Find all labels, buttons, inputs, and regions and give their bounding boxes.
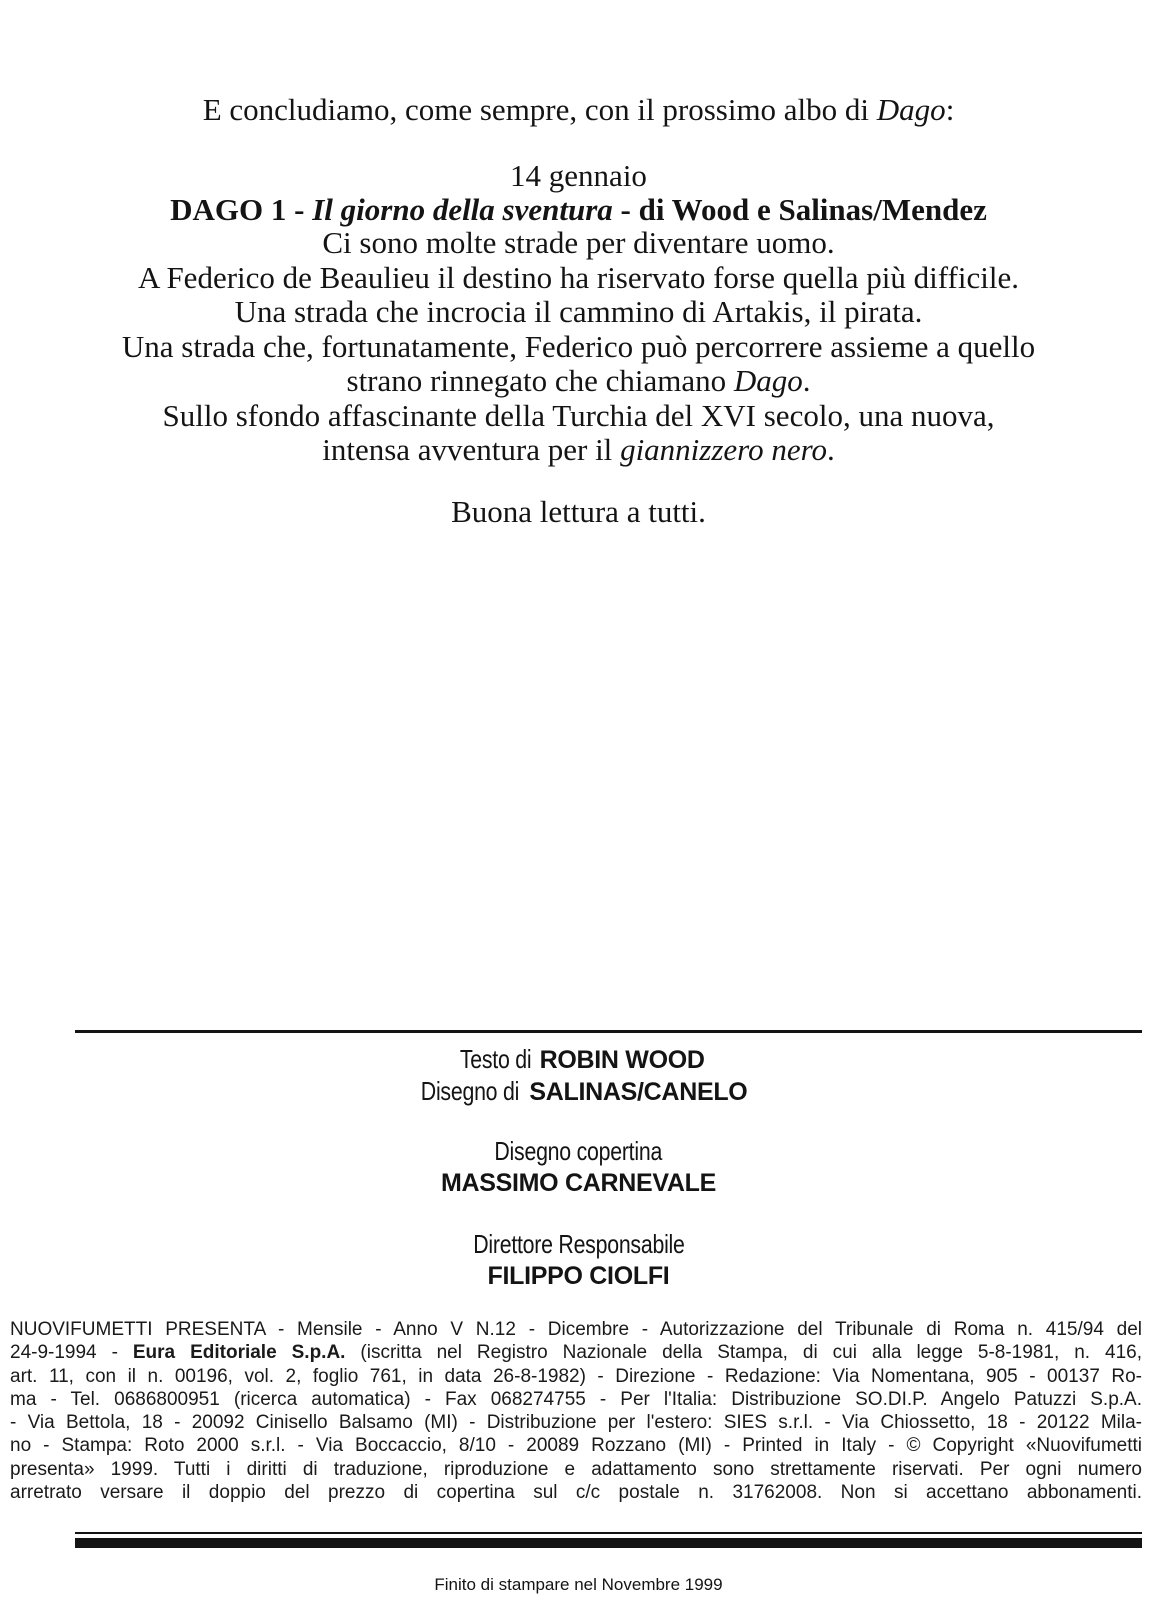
- synopsis-line: Una strada che, fortunatamente, Federico può percorrere assieme a quello: [121, 328, 1036, 364]
- imprint-line: arretrato versare il doppio del prezzo di copertina sul c/c postale n. 31762008. Non si accettano abbonamenti.: [10, 1482, 1142, 1504]
- credits-cover: Disegno copertina MASSIMO CARNEVALE: [440, 1136, 716, 1197]
- divider-top: [75, 1030, 1142, 1033]
- next-issue-date: 14 gennaio: [510, 158, 647, 193]
- imprint-line: ma - Tel. 0686800951 (ricerca automatica) - Fax 068274755 - Per l'Italia: Distribuzione SO.DI.P. Angelo Patuzzi S.p.A.: [10, 1388, 1142, 1410]
- print-date-footer: Finito di stampare nel Novembre 1999: [434, 1575, 723, 1594]
- credits-director: Direttore Responsabile FILIPPO CIOLFI: [472, 1229, 685, 1290]
- imprint-line: 24-9-1994 - Eura Editoriale S.p.A. (iscritta nel Registro Nazionale della Stampa, di cui alla legge 5-8-1981, n. 416,: [10, 1342, 1142, 1364]
- intro-title: Dago: [876, 92, 946, 127]
- intro-paragraph: [0, 92, 1157, 128]
- intro-line: E concludiamo, come sempre, con il prossimo albo di Dago:: [202, 92, 955, 127]
- next-issue-series: DAGO 1 -: [170, 192, 313, 227]
- next-issue-headline: [0, 192, 1157, 228]
- synopsis-line: intensa avventura per il giannizzero nero.: [322, 432, 835, 467]
- imprint-line: NUOVIFUMETTI PRESENTA - Mensile - Anno V N.12 - Dicembre - Autorizzazione del Tribunale di Roma n. 415/94 del: [10, 1319, 1142, 1340]
- imprint-line: no - Stampa: Roto 2000 s.r.l. - Via Boccaccio, 8/10 - 20089 Rozzano (MI) - Printed in Italy - © Copyright «Nuovifumetti: [10, 1435, 1142, 1457]
- imprint-line: - Via Bettola, 18 - 20092 Cinisello Balsamo (MI) - Distribuzione per l'estero: SIES s.r.l. - Via Chiossetto, 18 - 20122 Mila-: [10, 1412, 1142, 1434]
- synopsis-line: Ci sono molte strade per diventare uomo.: [322, 225, 835, 260]
- imprint-line: presenta» 1999. Tutti i diritti di traduzione, riproduzione e adattamento sono strettamente riservati. Per ogni numero: [10, 1458, 1142, 1480]
- divider-bottom-thin: [75, 1532, 1142, 1534]
- credit-text: Testo diROBIN WOOD: [460, 1044, 705, 1074]
- synopsis: [0, 226, 1157, 468]
- legal-imprint: [10, 1318, 1142, 1504]
- closing-line: Buona lettura a tutti.: [451, 494, 706, 529]
- next-issue-authors: - di Wood e Salinas/Mendez: [612, 192, 987, 227]
- imprint-line: art. 11, con il n. 00196, vol. 2, foglio 761, in data 26-8-1982) - Direzione - Redazione: Via Nomentana, 905 - 00137 Ro-: [10, 1365, 1142, 1387]
- credit-drawing: Disegno diSALINAS/CANELO: [420, 1076, 748, 1106]
- publisher-name: Eura Editoriale S.p.A.: [132, 1342, 346, 1364]
- credits-authors: [0, 1044, 1157, 1108]
- synopsis-line: Sullo sfondo affascinante della Turchia del XVI secolo, una nuova,: [162, 397, 995, 433]
- synopsis-line: strano rinnegato che chiamano Dago.: [346, 363, 811, 398]
- next-issue-title: Il giorno della sventura: [312, 192, 613, 227]
- synopsis-line: A Federico de Beaulieu il destino ha riservato forse quella più difficile.: [138, 259, 1019, 295]
- synopsis-line: Una strada che incrocia il cammino di Artakis, il pirata.: [234, 294, 923, 329]
- divider-bottom-thick: [75, 1538, 1142, 1548]
